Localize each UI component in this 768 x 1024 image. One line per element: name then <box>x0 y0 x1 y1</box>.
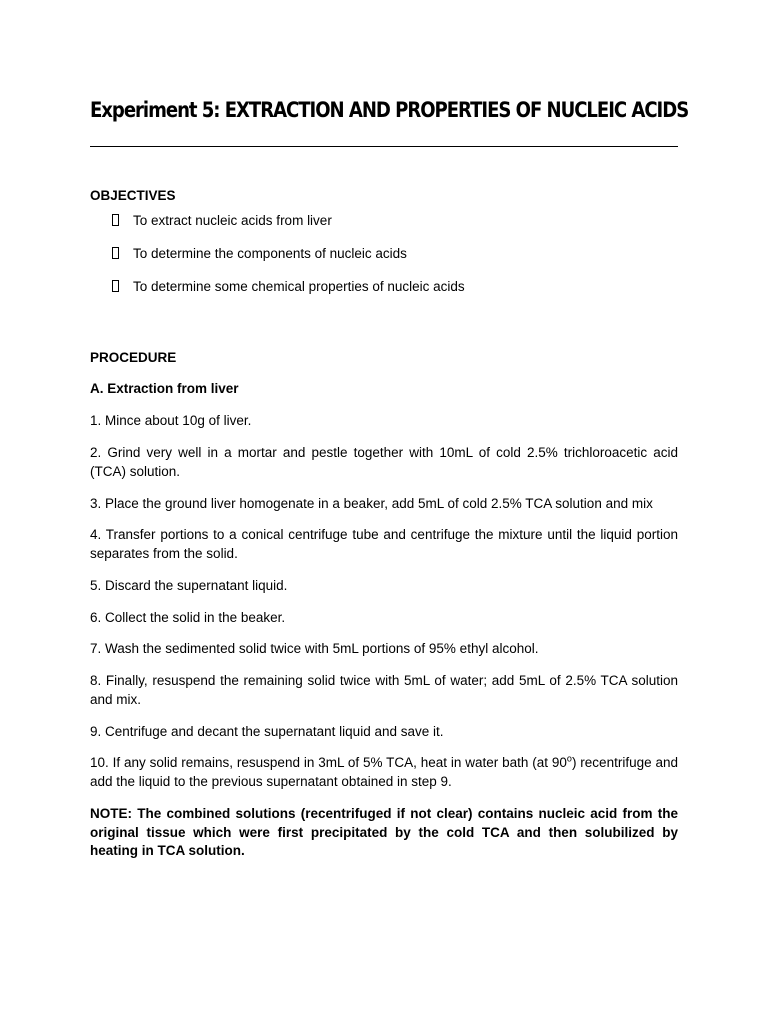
degree-superscript: o <box>566 753 572 764</box>
procedure-step: 8. Finally, resuspend the remaining solid twice with 5mL of water; add 5mL of 2.5% TCA solution and mix. <box>90 673 678 707</box>
objective-text: To determine some chemical properties of nucleic acids <box>133 279 465 294</box>
procedure-step: 1. Mince about 10g of liver. <box>90 413 252 428</box>
procedure-step: 2. Grind very well in a mortar and pestle together with 10mL of cold 2.5% trichloroacetic acid (TCA) solution. <box>90 445 678 479</box>
procedure-note: NOTE: The combined solutions (recentrifuged if not clear) contains nucleic acid from the original tissue which were first precipitated by the cold TCA and then solubilized by heating in TCA solution. <box>90 806 678 858</box>
step10-text-end: ) recentrifuge and add the liquid to the previous supernatant obtained in step 9. <box>90 755 678 789</box>
square-bullet-icon <box>112 214 119 226</box>
procedure-heading: PROCEDURE <box>90 350 177 365</box>
square-bullet-icon <box>112 247 119 259</box>
square-bullet-icon <box>112 280 119 292</box>
objective-item <box>112 278 465 296</box>
title-divider <box>90 146 678 147</box>
procedure-step: 4. Transfer portions to a conical centrifuge tube and centrifuge the mixture until the liquid portion separates from the solid. <box>90 527 678 561</box>
objective-text: To determine the components of nucleic acids <box>133 246 407 261</box>
procedure-step <box>90 754 678 791</box>
procedure-step: 7. Wash the sedimented solid twice with 5mL portions of 95% ethyl alcohol. <box>90 641 539 656</box>
page-title: Experiment 5: EXTRACTION AND PROPERTIES OF NUCLEIC ACIDS <box>90 98 689 122</box>
procedure-step: 9. Centrifuge and decant the supernatant liquid and save it. <box>90 724 444 739</box>
procedure-step: 6. Collect the solid in the beaker. <box>90 610 286 625</box>
procedure-step: 5. Discard the supernatant liquid. <box>90 578 288 593</box>
procedure-subheading: A. Extraction from liver <box>90 381 239 396</box>
objective-text: To extract nucleic acids from liver <box>133 213 332 228</box>
objectives-heading: OBJECTIVES <box>90 188 176 203</box>
step10-text-start: 10. If any solid remains, resuspend in 3mL of 5% TCA, heat in water bath (at 90 <box>90 755 567 770</box>
objective-item <box>112 245 407 263</box>
objective-item <box>112 212 332 230</box>
procedure-step: 3. Place the ground liver homogenate in a beaker, add 5mL of cold 2.5% TCA solution and mix <box>90 496 653 511</box>
